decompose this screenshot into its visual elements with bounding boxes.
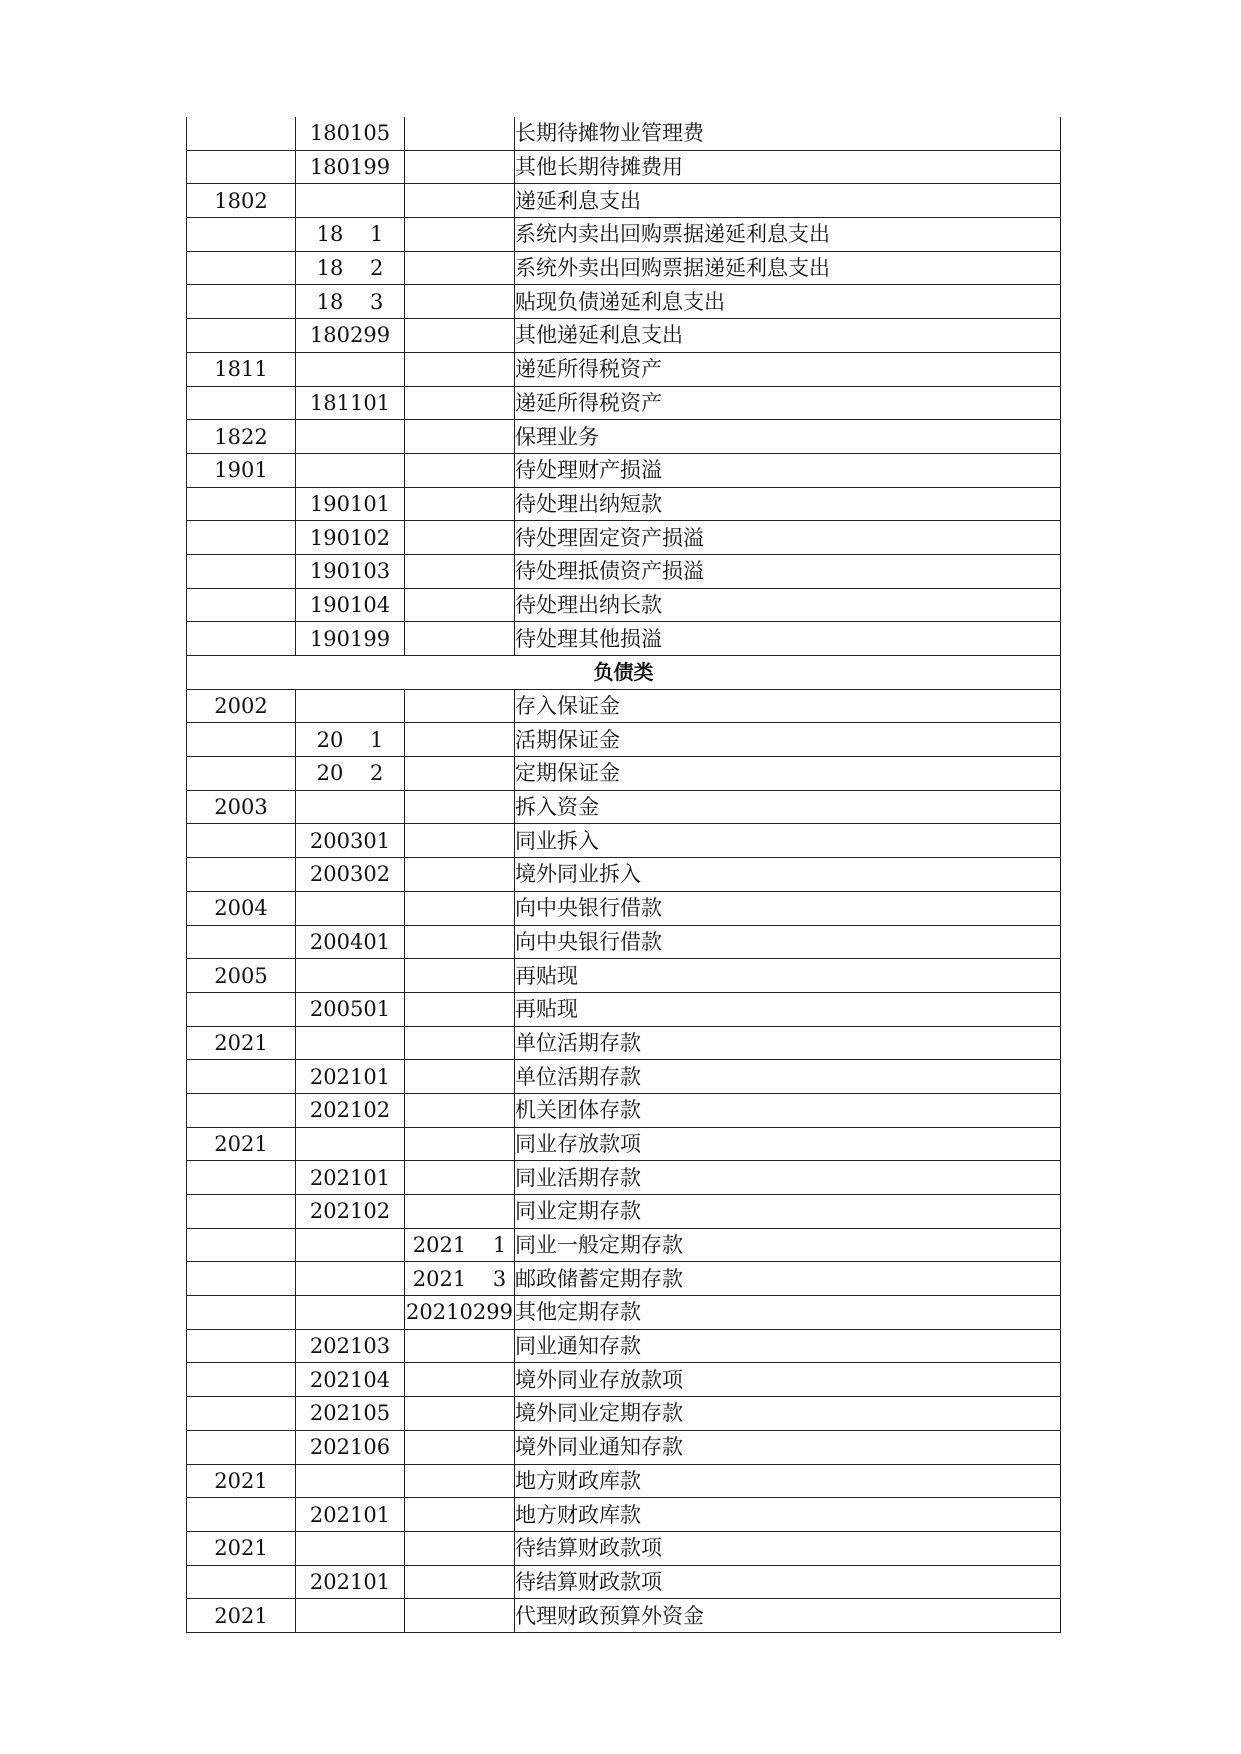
table-row xyxy=(187,1464,1061,1498)
account-name-cell: 递延所得税资产 xyxy=(515,386,1061,420)
level1-code-cell xyxy=(187,588,296,622)
level3-code-cell xyxy=(405,1599,515,1633)
level3-code-cell xyxy=(405,184,515,218)
level1-code-cell xyxy=(187,1060,296,1094)
level1-code-cell: 2021 xyxy=(187,1026,296,1060)
level3-code-cell xyxy=(405,1464,515,1498)
account-name-cell: 境外同业通知存款 xyxy=(515,1430,1061,1464)
account-name-cell: 向中央银行借款 xyxy=(515,891,1061,925)
table-row xyxy=(187,150,1061,184)
level1-code-cell xyxy=(187,925,296,959)
table-row xyxy=(187,184,1061,218)
level3-code-cell: 20210299 xyxy=(405,1296,515,1330)
level3-code-cell: 2021 3 xyxy=(405,1262,515,1296)
level1-code-cell xyxy=(187,757,296,791)
account-name-cell: 同业定期存款 xyxy=(515,1195,1061,1229)
level1-code-cell: 2004 xyxy=(187,891,296,925)
table-row xyxy=(187,251,1061,285)
table-row xyxy=(187,1329,1061,1363)
account-name-cell: 待处理固定资产损溢 xyxy=(515,521,1061,555)
level2-code-cell: 180299 xyxy=(296,319,405,353)
table-row xyxy=(187,1565,1061,1599)
level1-code-cell xyxy=(187,1228,296,1262)
account-name-cell: 待处理财产损溢 xyxy=(515,453,1061,487)
level1-code-cell: 2021 xyxy=(187,1464,296,1498)
table-row xyxy=(187,285,1061,319)
table-row xyxy=(187,1599,1061,1633)
account-name-cell: 其他递延利息支出 xyxy=(515,319,1061,353)
level2-code-cell xyxy=(296,959,405,993)
table-row xyxy=(187,453,1061,487)
level3-code-cell xyxy=(405,487,515,521)
level2-code-cell: 202105 xyxy=(296,1397,405,1431)
level3-code-cell xyxy=(405,1498,515,1532)
account-name-cell: 贴现负债递延利息支出 xyxy=(515,285,1061,319)
table-row xyxy=(187,487,1061,521)
table-row xyxy=(187,1363,1061,1397)
account-name-cell: 待结算财政款项 xyxy=(515,1531,1061,1565)
account-name-cell: 拆入资金 xyxy=(515,790,1061,824)
level2-code-cell xyxy=(296,1531,405,1565)
account-name-cell: 地方财政库款 xyxy=(515,1464,1061,1498)
level2-code-cell: 18 2 xyxy=(296,251,405,285)
level1-code-cell: 2021 xyxy=(187,1599,296,1633)
account-name-cell: 待处理出纳短款 xyxy=(515,487,1061,521)
account-name-cell: 代理财政预算外资金 xyxy=(515,1599,1061,1633)
account-name-cell: 长期待摊物业管理费 xyxy=(515,117,1061,150)
level3-code-cell xyxy=(405,453,515,487)
table-row xyxy=(187,319,1061,353)
level3-code-cell xyxy=(405,1195,515,1229)
level2-code-cell xyxy=(296,453,405,487)
account-name-cell: 系统内卖出回购票据递延利息支出 xyxy=(515,218,1061,252)
level2-code-cell xyxy=(296,1599,405,1633)
level3-code-cell xyxy=(405,1161,515,1195)
account-name-cell: 单位活期存款 xyxy=(515,1026,1061,1060)
table-row xyxy=(187,858,1061,892)
level1-code-cell: 2021 xyxy=(187,1531,296,1565)
table-row xyxy=(187,521,1061,555)
level1-code-cell xyxy=(187,1363,296,1397)
level2-code-cell: 20 1 xyxy=(296,723,405,757)
account-name-cell: 向中央银行借款 xyxy=(515,925,1061,959)
level2-code-cell: 202101 xyxy=(296,1161,405,1195)
level1-code-cell xyxy=(187,622,296,656)
level2-code-cell: 202101 xyxy=(296,1060,405,1094)
level3-code-cell xyxy=(405,858,515,892)
table-row xyxy=(187,420,1061,454)
level2-code-cell xyxy=(296,420,405,454)
account-name-cell: 待处理抵债资产损溢 xyxy=(515,554,1061,588)
level2-code-cell: 190102 xyxy=(296,521,405,555)
level1-code-cell: 2003 xyxy=(187,790,296,824)
account-name-cell: 其他定期存款 xyxy=(515,1296,1061,1330)
level1-code-cell: 2002 xyxy=(187,689,296,723)
level3-code-cell xyxy=(405,588,515,622)
account-name-cell: 待结算财政款项 xyxy=(515,1565,1061,1599)
level1-code-cell xyxy=(187,1397,296,1431)
level3-code-cell xyxy=(405,689,515,723)
level2-code-cell: 20 2 xyxy=(296,757,405,791)
table-row xyxy=(187,1262,1061,1296)
level2-code-cell xyxy=(296,1464,405,1498)
table-row xyxy=(187,1060,1061,1094)
table-row xyxy=(187,1093,1061,1127)
level3-code-cell xyxy=(405,824,515,858)
table-row xyxy=(187,1026,1061,1060)
level3-code-cell xyxy=(405,554,515,588)
level1-code-cell xyxy=(187,858,296,892)
table-row xyxy=(187,1397,1061,1431)
level2-code-cell: 202106 xyxy=(296,1430,405,1464)
account-name-cell: 邮政储蓄定期存款 xyxy=(515,1262,1061,1296)
level3-code-cell xyxy=(405,959,515,993)
level3-code-cell xyxy=(405,1329,515,1363)
level3-code-cell xyxy=(405,992,515,1026)
level3-code-cell xyxy=(405,622,515,656)
level2-code-cell: 190199 xyxy=(296,622,405,656)
level1-code-cell xyxy=(187,218,296,252)
section-header-row xyxy=(187,656,1061,690)
level3-code-cell xyxy=(405,285,515,319)
level3-code-cell xyxy=(405,925,515,959)
level1-code-cell xyxy=(187,824,296,858)
level3-code-cell xyxy=(405,757,515,791)
account-name-cell: 存入保证金 xyxy=(515,689,1061,723)
account-name-cell: 机关团体存款 xyxy=(515,1093,1061,1127)
level1-code-cell: 1802 xyxy=(187,184,296,218)
level3-code-cell xyxy=(405,352,515,386)
level3-code-cell: 2021 1 xyxy=(405,1228,515,1262)
level1-code-cell xyxy=(187,1195,296,1229)
level3-code-cell xyxy=(405,319,515,353)
level1-code-cell xyxy=(187,723,296,757)
account-name-cell: 再贴现 xyxy=(515,959,1061,993)
table-row xyxy=(187,554,1061,588)
level3-code-cell xyxy=(405,891,515,925)
level2-code-cell: 200501 xyxy=(296,992,405,1026)
level1-code-cell xyxy=(187,150,296,184)
level3-code-cell xyxy=(405,723,515,757)
level2-code-cell xyxy=(296,184,405,218)
level1-code-cell xyxy=(187,251,296,285)
table-row xyxy=(187,352,1061,386)
account-name-cell: 定期保证金 xyxy=(515,757,1061,791)
table-row xyxy=(187,1498,1061,1532)
level3-code-cell xyxy=(405,1397,515,1431)
level1-code-cell xyxy=(187,1430,296,1464)
level2-code-cell: 202102 xyxy=(296,1093,405,1127)
level3-code-cell xyxy=(405,521,515,555)
table-row xyxy=(187,1296,1061,1330)
table-row xyxy=(187,959,1061,993)
table-row xyxy=(187,386,1061,420)
level1-code-cell xyxy=(187,285,296,319)
level3-code-cell xyxy=(405,386,515,420)
level3-code-cell xyxy=(405,218,515,252)
level2-code-cell: 202102 xyxy=(296,1195,405,1229)
level2-code-cell xyxy=(296,891,405,925)
level1-code-cell: 2021 xyxy=(187,1127,296,1161)
level1-code-cell xyxy=(187,992,296,1026)
table-body xyxy=(187,117,1061,1632)
level3-code-cell xyxy=(405,790,515,824)
level2-code-cell xyxy=(296,1296,405,1330)
level1-code-cell: 2005 xyxy=(187,959,296,993)
level2-code-cell: 202104 xyxy=(296,1363,405,1397)
account-name-cell: 活期保证金 xyxy=(515,723,1061,757)
level1-code-cell xyxy=(187,1161,296,1195)
account-name-cell: 其他长期待摊费用 xyxy=(515,150,1061,184)
table-row xyxy=(187,723,1061,757)
level3-code-cell xyxy=(405,420,515,454)
level1-code-cell: 1901 xyxy=(187,453,296,487)
level1-code-cell xyxy=(187,521,296,555)
table-row xyxy=(187,790,1061,824)
table-row xyxy=(187,1531,1061,1565)
level2-code-cell: 180199 xyxy=(296,150,405,184)
level1-code-cell xyxy=(187,117,296,150)
level2-code-cell: 202101 xyxy=(296,1498,405,1532)
level3-code-cell xyxy=(405,150,515,184)
table-row xyxy=(187,689,1061,723)
level3-code-cell xyxy=(405,1127,515,1161)
level2-code-cell: 190101 xyxy=(296,487,405,521)
level2-code-cell: 200401 xyxy=(296,925,405,959)
account-name-cell: 地方财政库款 xyxy=(515,1498,1061,1532)
level2-code-cell xyxy=(296,1026,405,1060)
level1-code-cell: 1811 xyxy=(187,352,296,386)
table-row xyxy=(187,1228,1061,1262)
level1-code-cell xyxy=(187,487,296,521)
account-name-cell: 单位活期存款 xyxy=(515,1060,1061,1094)
level2-code-cell xyxy=(296,352,405,386)
level2-code-cell xyxy=(296,790,405,824)
level3-code-cell xyxy=(405,1430,515,1464)
level1-code-cell xyxy=(187,1093,296,1127)
level1-code-cell xyxy=(187,1296,296,1330)
level1-code-cell xyxy=(187,1565,296,1599)
level1-code-cell xyxy=(187,1329,296,1363)
level3-code-cell xyxy=(405,1531,515,1565)
level2-code-cell: 18 1 xyxy=(296,218,405,252)
level3-code-cell xyxy=(405,1565,515,1599)
account-name-cell: 再贴现 xyxy=(515,992,1061,1026)
table-row xyxy=(187,622,1061,656)
table-row xyxy=(187,891,1061,925)
level2-code-cell: 200302 xyxy=(296,858,405,892)
level3-code-cell xyxy=(405,1093,515,1127)
account-name-cell: 同业通知存款 xyxy=(515,1329,1061,1363)
level3-code-cell xyxy=(405,1363,515,1397)
account-name-cell: 境外同业存放款项 xyxy=(515,1363,1061,1397)
table-row xyxy=(187,117,1061,150)
level1-code-cell xyxy=(187,1498,296,1532)
account-name-cell: 同业拆入 xyxy=(515,824,1061,858)
level1-code-cell: 1822 xyxy=(187,420,296,454)
section-title: 负债类 xyxy=(187,656,1061,690)
level2-code-cell: 190103 xyxy=(296,554,405,588)
level2-code-cell: 200301 xyxy=(296,824,405,858)
account-name-cell: 递延所得税资产 xyxy=(515,352,1061,386)
account-name-cell: 递延利息支出 xyxy=(515,184,1061,218)
level2-code-cell xyxy=(296,689,405,723)
level2-code-cell: 202103 xyxy=(296,1329,405,1363)
table-row xyxy=(187,992,1061,1026)
level1-code-cell xyxy=(187,1262,296,1296)
level2-code-cell: 180105 xyxy=(296,117,405,150)
table-row xyxy=(187,824,1061,858)
account-name-cell: 保理业务 xyxy=(515,420,1061,454)
level3-code-cell xyxy=(405,1060,515,1094)
account-name-cell: 系统外卖出回购票据递延利息支出 xyxy=(515,251,1061,285)
account-name-cell: 同业一般定期存款 xyxy=(515,1228,1061,1262)
account-name-cell: 待处理其他损溢 xyxy=(515,622,1061,656)
level2-code-cell: 181101 xyxy=(296,386,405,420)
table-row xyxy=(187,925,1061,959)
table-row xyxy=(187,1430,1061,1464)
table-row xyxy=(187,1161,1061,1195)
account-name-cell: 境外同业拆入 xyxy=(515,858,1061,892)
level1-code-cell xyxy=(187,386,296,420)
table-row xyxy=(187,1127,1061,1161)
level2-code-cell: 202101 xyxy=(296,1565,405,1599)
account-name-cell: 同业存放款项 xyxy=(515,1127,1061,1161)
table-row xyxy=(187,588,1061,622)
account-code-table xyxy=(186,117,1061,1633)
level1-code-cell xyxy=(187,319,296,353)
table-row xyxy=(187,218,1061,252)
level3-code-cell xyxy=(405,117,515,150)
level3-code-cell xyxy=(405,1026,515,1060)
level2-code-cell xyxy=(296,1262,405,1296)
account-name-cell: 同业活期存款 xyxy=(515,1161,1061,1195)
level2-code-cell xyxy=(296,1127,405,1161)
table-row xyxy=(187,1195,1061,1229)
account-name-cell: 境外同业定期存款 xyxy=(515,1397,1061,1431)
level3-code-cell xyxy=(405,251,515,285)
table-row xyxy=(187,757,1061,791)
level1-code-cell xyxy=(187,554,296,588)
level2-code-cell: 190104 xyxy=(296,588,405,622)
level2-code-cell xyxy=(296,1228,405,1262)
account-name-cell: 待处理出纳长款 xyxy=(515,588,1061,622)
level2-code-cell: 18 3 xyxy=(296,285,405,319)
